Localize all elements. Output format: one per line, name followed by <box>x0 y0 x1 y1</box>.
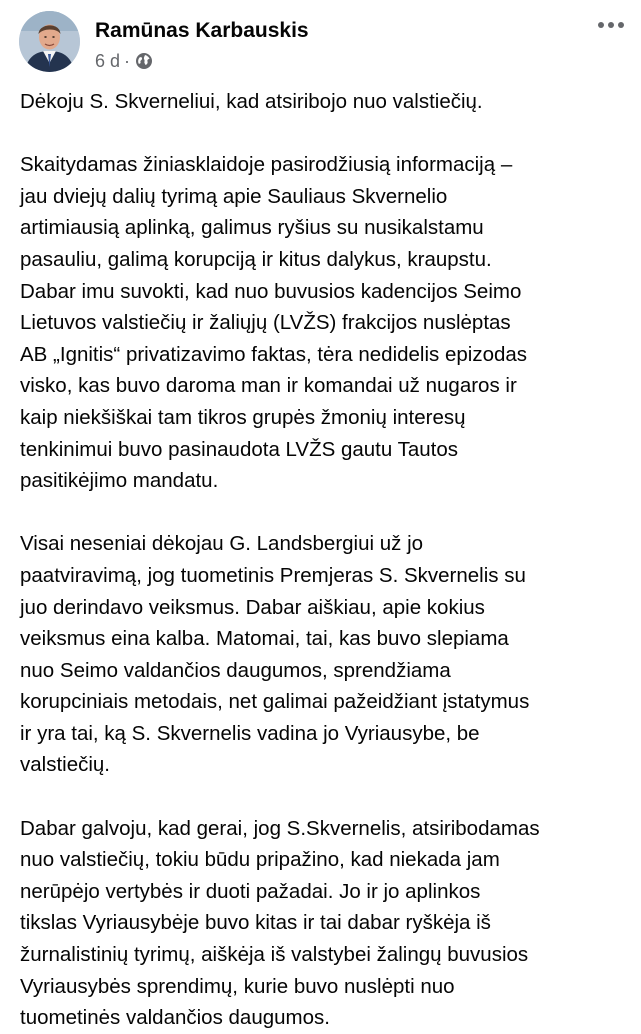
globe-icon[interactable] <box>135 52 153 70</box>
post-timestamp[interactable]: 6 d <box>95 51 121 71</box>
post-paragraph: Dabar galvoju, kad gerai, jog S.Skvernelis, atsiribodamas nuo valstiečių, tokiu būdu pripažino, kad niekada jam nerūpėjo vertybės ir duoti pažadai. Jo ir jo aplinkos tikslas Vyriausybėje buvo kitas ir tai dabar ryškėja iš žurnalistinių tyrimų, aiškėja iš valstybei žalingų buvusios Vyriausybės sprendimų, kurie buvo nuslėpti nuo tuometinės valdančios daugumos. <box>20 816 540 1030</box>
avatar-photo <box>19 11 80 72</box>
author-name[interactable]: Ramūnas Karbauskis <box>95 19 309 42</box>
more-options-icon[interactable] <box>590 10 632 40</box>
meta-separator: · <box>124 51 131 71</box>
post-meta <box>95 49 153 73</box>
post-paragraph: Skaitydamas žiniasklaidoje pasirodžiusią informaciją – jau dviejų dalių tyrimą apie Sauliaus Skvernelio artimiausią aplinką, galimus ryšius su nusikalstamu pasauliu, galimą korupciją ir kitus dalykus, kraupstu. Dabar imu suvokti, kad nuo buvusios kadencijos Seimo Lietuvos valstiečių ir žaliųjų (LVŽS) frakcijos nuslėptas AB „Ignitis“ privatizavimo faktas, tėra nedidelis epizodas visko, kas buvo daroma man ir komandai už nugaros ir kaip niekšiškai tam tikros grupės žmonių interesų tenkinimui buvo pasinaudota LVŽS gautu Tautos pasitikėjimo mandatu. <box>20 153 528 493</box>
post-paragraph: Visai neseniai dėkojau G. Landsbergiui už jo paatviravimą, jog tuometinis Premjeras S. Skvernelis su juo derindavo veiksmus. Dabar aiškiau, apie kokius veiksmus eina kalba. Matomai, tai, kas buvo slepiama nuo Seimo valdančios daugumos, sprendžiama korupciniais metodais, net galimai pažeidžiant įstatymus ir yra tai, ką S. Skvernelis vadina jo Vyriausybe, be valstiečių. <box>20 532 530 777</box>
avatar[interactable] <box>19 11 80 72</box>
post-header <box>0 0 641 80</box>
post-text <box>20 86 632 1034</box>
post-paragraph: Dėkoju S. Skverneliui, kad atsiribojo nuo valstiečių. <box>20 90 483 113</box>
